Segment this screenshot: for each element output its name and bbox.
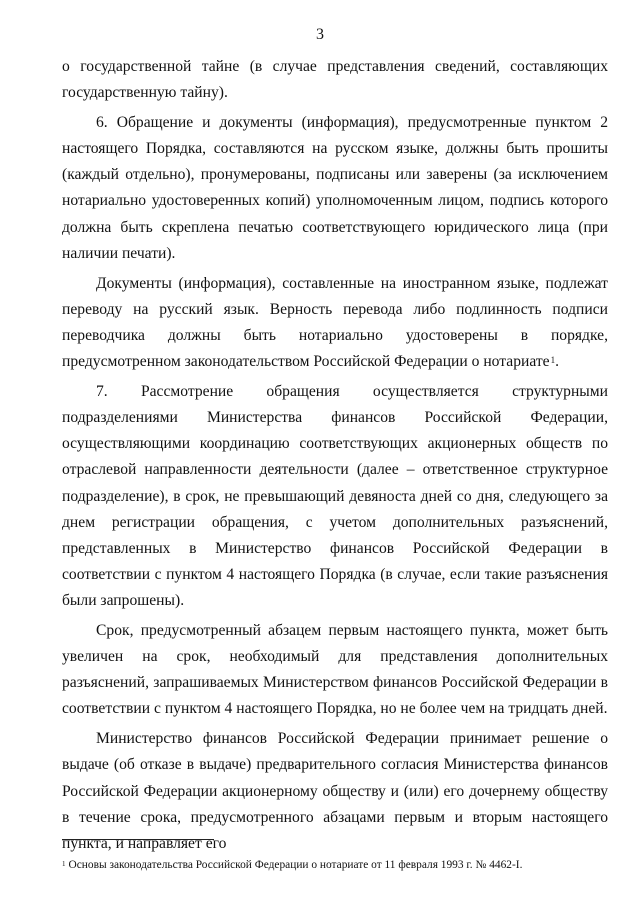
paragraph: Срок, предусмотренный абзацем первым настоящего пункта, может быть увеличен на срок, необходимый для представления дополнительных разъяснений, запрашиваемых Министерством финансов Российской Федерации в соответствии с пунктом 4 настоящего Порядка, но не более чем на тридцать дней. [62,621,608,718]
page-number: 3 [316,26,324,43]
paragraph: 6. Обращение и документы (информация), предусмотренные пунктом 2 настоящего Порядка, составляются на русском языке, должны быть прошиты (каждый отдельно), пронумерованы, подписаны или заверены (за исключением нотариально удостоверенных копий) уполномоченным лицом, подпись которого должна быть скреплена печатью соответствующего юридического лица (при наличии печати). [62,114,608,262]
footnote-marker: 1 [62,860,66,868]
footnote-divider [62,839,214,840]
paragraph [62,271,608,375]
paragraph-end-punct: . [555,353,559,371]
paragraph-text: Документы (информация), составленные на иностранном языке, подлежат переводу на русский язык. Верность перевода либо подлинность подписи переводчика должны быть нотариально удостоверены в порядке, предусмотренном законодательством Российской Федерации о нотариате [62,274,608,371]
footnote-text: Основы законодательства Российской Федерации о нотариате от 11 февраля 1993 г. № 4462-I. [68,859,523,871]
paragraph: Министерство финансов Российской Федерации принимает решение о выдаче (об отказе в выдаче) предварительного согласия Министерства финансов Российской Федерации акционерному обществу и (или) его дочернему обществу в течение срока, предусмотренного абзацами первым и вторым настоящего пункта, и направляет его [62,730,608,852]
footnote-reference: 1 [550,355,556,366]
paragraph: 7. Рассмотрение обращения осуществляется структурными подразделениями Министерства финансов Российской Федерации, осуществляющими координацию соответствующих акционерных обществ по отраслевой направленности деятельности (далее – ответственное структурное подразделение), в срок, не превышающий девяноста дней со дня, следующего за днем регистрации обращения, с учетом дополнительных разъяснений, представленных в Министерство финансов Российской Федерации в соответствии с пунктом 4 настоящего Порядка (в случае, если такие разъяснения были запрошены). [62,383,608,609]
paragraph: о государственной тайне (в случае представления сведений, составляющих государственную тайну). [62,58,608,102]
footnote [62,858,608,872]
body-text [62,54,608,861]
